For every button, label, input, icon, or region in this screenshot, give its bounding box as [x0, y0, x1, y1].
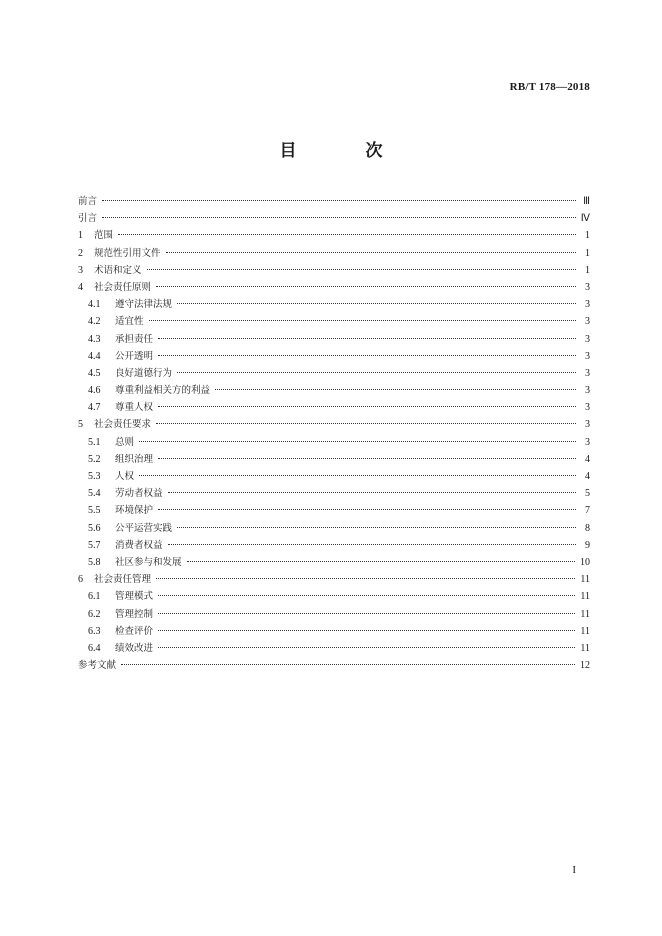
- toc-entry-number: 4: [78, 281, 83, 293]
- toc-entry: [78, 623, 590, 640]
- toc-entry-number: 6.2: [88, 608, 101, 620]
- toc-entry-page: 3: [585, 419, 590, 431]
- toc-entry: [78, 245, 590, 262]
- toc-entry-page: Ⅳ: [580, 213, 590, 225]
- toc-entry: [78, 399, 590, 416]
- dot-leader: [102, 217, 576, 218]
- toc-entry: [78, 468, 590, 485]
- dot-leader: [158, 406, 576, 407]
- toc-entry-page: 3: [585, 333, 590, 345]
- dot-leader: [158, 647, 575, 648]
- toc-entry-page: 5: [585, 488, 590, 500]
- toc-entry: [78, 571, 590, 588]
- dot-leader: [177, 303, 576, 304]
- toc-entry-number: 1: [78, 230, 83, 242]
- toc-entry: [78, 382, 590, 399]
- toc-entry-label: 人权: [115, 471, 135, 482]
- toc-entry-label: 前言: [78, 196, 98, 207]
- toc-entry-number: 5.2: [88, 453, 101, 465]
- dot-leader: [168, 544, 576, 545]
- toc-entry-number: 4.6: [88, 385, 101, 397]
- toc-entry-page: 10: [580, 556, 590, 568]
- toc-entry-number: 4.7: [88, 402, 101, 414]
- toc-entry-number: 5.6: [88, 522, 101, 534]
- toc-entry-label: 尊重人权: [115, 402, 154, 414]
- toc-entry-label: 环境保护: [115, 505, 154, 517]
- toc-entry-label: 承担责任: [115, 333, 154, 345]
- toc-entry: [78, 193, 590, 210]
- toc-entry: [78, 416, 590, 433]
- toc-entry-number: 5.3: [88, 471, 101, 482]
- dot-leader: [158, 509, 576, 510]
- dot-leader: [156, 578, 575, 579]
- toc-entry-number: 4.4: [88, 350, 101, 362]
- toc-entry: [78, 640, 590, 657]
- toc-entry-number: 4.1: [88, 299, 101, 311]
- dot-leader: [187, 561, 575, 562]
- toc-entry: [78, 348, 590, 365]
- dot-leader: [158, 355, 576, 356]
- toc-entry-label: 尊重利益相关方的利益: [115, 385, 211, 397]
- toc-entry: [78, 451, 590, 468]
- toc-entry-page: 1: [585, 230, 590, 242]
- standard-number: RB/T 178—2018: [509, 81, 590, 93]
- toc-entry-label: 社会责任管理: [94, 574, 152, 586]
- toc-entry-page: 4: [585, 453, 590, 465]
- toc-entry-label: 社会责任要求: [94, 419, 152, 431]
- dot-leader: [158, 613, 575, 614]
- toc-entry-number: 2: [78, 247, 83, 259]
- toc-entry-label: 消费者权益: [115, 539, 163, 551]
- dot-leader: [156, 286, 576, 287]
- toc-entry-label: 总则: [115, 436, 135, 448]
- page-title: 目 次: [279, 141, 409, 161]
- toc-entry-page: Ⅲ: [583, 196, 590, 207]
- toc-entry-number: 4.3: [88, 333, 101, 345]
- toc-entry-label: 社区参与和发展: [115, 556, 182, 568]
- toc-entry-label: 管理控制: [115, 608, 154, 620]
- toc-entry: [78, 279, 590, 296]
- dot-leader: [158, 338, 576, 339]
- dot-leader: [149, 320, 576, 321]
- toc-entry-number: 5.7: [88, 539, 101, 551]
- toc-entry-page: 3: [585, 367, 590, 379]
- table-of-contents: [78, 193, 590, 674]
- toc-entry-label: 良好道德行为: [115, 367, 173, 379]
- toc-entry: [78, 606, 590, 623]
- toc-entry-page: 12: [580, 660, 590, 672]
- toc-entry-page: 3: [585, 436, 590, 448]
- dot-leader: [215, 389, 576, 390]
- dot-leader: [139, 441, 576, 442]
- page-folio: I: [572, 864, 576, 876]
- toc-entry: [78, 227, 590, 244]
- toc-entry: [78, 588, 590, 605]
- dot-leader: [139, 475, 576, 476]
- toc-entry-label: 管理模式: [115, 591, 154, 603]
- toc-entry: [78, 502, 590, 519]
- toc-entry-label: 绩效改进: [115, 642, 154, 654]
- toc-entry-label: 劳动者权益: [115, 488, 163, 500]
- dot-leader: [158, 595, 575, 596]
- toc-entry-label: 遵守法律法规: [115, 299, 173, 311]
- dot-leader: [118, 234, 576, 235]
- toc-entry-label: 规范性引用文件: [94, 247, 161, 259]
- toc-entry-number: 5: [78, 419, 83, 431]
- toc-entry: [78, 210, 590, 227]
- dot-leader: [177, 372, 576, 373]
- dot-leader: [177, 527, 576, 528]
- toc-entry-label: 范围: [94, 230, 114, 242]
- dot-leader: [121, 664, 575, 665]
- toc-entry-page: 3: [585, 350, 590, 362]
- toc-entry-page: 11: [580, 608, 590, 620]
- toc-entry-page: 11: [580, 574, 590, 586]
- toc-entry-number: 4.5: [88, 367, 101, 379]
- dot-leader: [156, 423, 576, 424]
- toc-entry-page: 3: [585, 299, 590, 311]
- toc-entry-label: 公开透明: [115, 350, 154, 362]
- toc-entry: [78, 296, 590, 313]
- toc-entry-number: 6.1: [88, 591, 101, 603]
- toc-entry: [78, 554, 590, 571]
- toc-entry: [78, 520, 590, 537]
- toc-entry-number: 3: [78, 264, 83, 276]
- toc-entry-number: 6: [78, 574, 83, 586]
- toc-entry-page: 11: [580, 642, 590, 654]
- dot-leader: [158, 630, 575, 631]
- toc-entry-label: 检查评价: [115, 625, 154, 637]
- toc-entry-label: 引言: [78, 213, 98, 225]
- toc-entry-page: 11: [580, 625, 590, 637]
- toc-entry-number: 4.2: [88, 316, 101, 328]
- toc-entry-page: 3: [585, 281, 590, 293]
- toc-entry-number: 6.4: [88, 642, 101, 654]
- toc-entry: [78, 313, 590, 330]
- toc-entry-label: 组织治理: [115, 453, 154, 465]
- toc-entry-label: 适宜性: [115, 316, 144, 328]
- dot-leader: [166, 252, 576, 253]
- toc-entry-page: 11: [580, 591, 590, 603]
- toc-entry-page: 3: [585, 316, 590, 328]
- toc-entry-number: 5.1: [88, 436, 101, 448]
- toc-entry-label: 参考文献: [78, 660, 117, 672]
- toc-entry-page: 8: [585, 522, 590, 534]
- dot-leader: [168, 492, 576, 493]
- toc-entry-page: 3: [585, 385, 590, 397]
- toc-entry-page: 1: [585, 247, 590, 259]
- toc-entry-page: 9: [585, 539, 590, 551]
- toc-entry-number: 5.8: [88, 556, 101, 568]
- toc-entry: [78, 331, 590, 348]
- toc-entry: [78, 657, 590, 674]
- toc-entry-page: 7: [585, 505, 590, 517]
- toc-entry-number: 5.4: [88, 488, 101, 500]
- toc-entry-number: 5.5: [88, 505, 101, 517]
- toc-entry: [78, 485, 590, 502]
- toc-entry-number: 6.3: [88, 625, 101, 637]
- toc-entry-label: 社会责任原则: [94, 281, 152, 293]
- toc-entry: [78, 434, 590, 451]
- toc-entry: [78, 262, 590, 279]
- toc-entry-label: 公平运营实践: [115, 522, 173, 534]
- dot-leader: [158, 458, 576, 459]
- toc-entry: [78, 365, 590, 382]
- toc-entry-label: 术语和定义: [94, 264, 142, 276]
- dot-leader: [102, 200, 576, 201]
- dot-leader: [147, 269, 576, 270]
- toc-entry: [78, 537, 590, 554]
- toc-entry-page: 4: [585, 471, 590, 482]
- toc-entry-page: 3: [585, 402, 590, 414]
- toc-entry-page: 1: [585, 264, 590, 276]
